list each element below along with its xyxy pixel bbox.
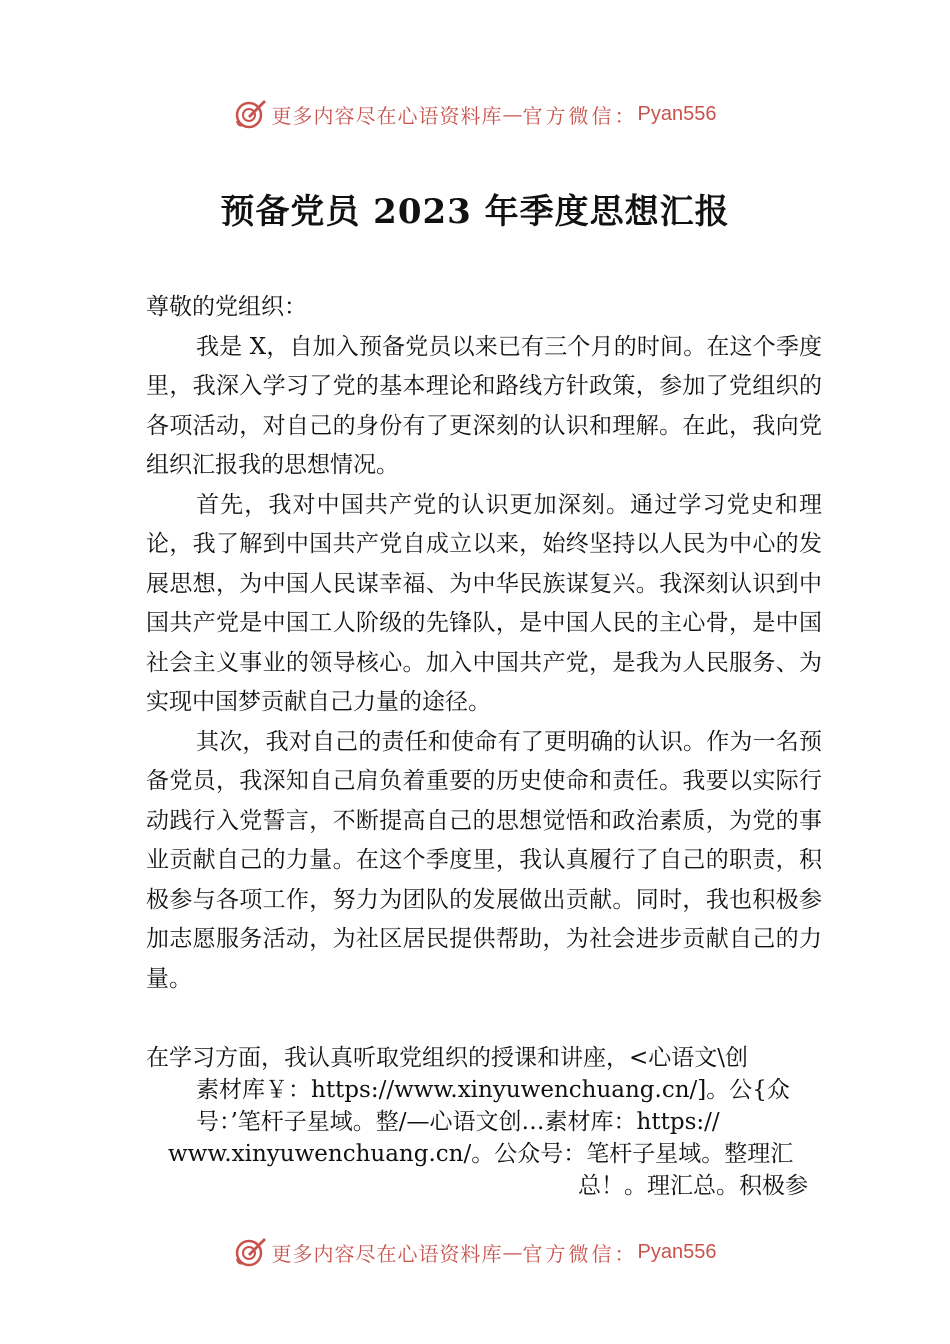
tail-line-5: 总！。理汇总。积极参 — [578, 1173, 808, 1199]
footer-watermark-banner — [0, 1232, 950, 1272]
tail-line-2: 素材库￥：https://www.xinyuwenchuang.cn/]。公{众 — [196, 1077, 790, 1103]
pen-logo-icon — [234, 1235, 268, 1269]
header-watermark-banner — [0, 94, 950, 134]
document-title: 预备党员 2023 年季度思想汇报 — [220, 192, 730, 232]
banner-wechat-label: 官方微信： — [522, 103, 638, 128]
tail-line-1: 在学习方面，我认真听取党组织的授课和讲座，<心语文\创 — [146, 1045, 749, 1071]
banner-wechat-label: 官方微信： — [522, 1241, 638, 1266]
banner-separator: — — [502, 1240, 523, 1264]
tail-text-block — [146, 1042, 822, 1202]
tail-line-4: www.xinyuwenchuang.cn/。公众号：笔杆子星域。整理汇 — [168, 1141, 794, 1167]
banner-separator: — — [502, 102, 523, 126]
paragraph-1: 我是 X，自加入预备党员以来已有三个月的时间。在这个季度里，我深入学习了党的基本理论和路线方针政策，参加了党组织的各项活动，对自己的身份有了更深刻的认识和理解。在此，我向党组织汇报我的思想情况。 — [146, 333, 822, 478]
banner-wechat-id: Pyan556 — [637, 1240, 717, 1263]
banner-wechat-id: Pyan556 — [637, 102, 717, 125]
paragraph-3: 其次，我对自己的责任和使命有了更明确的认识。作为一名预备党员，我深知自己肩负着重要的历史使命和责任。我要以实际行动践行入党誓言，不断提高自己的思想觉悟和政治素质，为党的事业贡献自己的力量。在这个季度里，我认真履行了自己的职责，积极参与各项工作，努力为团队的发展做出贡献。同时，我也积极参加志愿服务活动，为社区居民提供帮助，为社会进步贡献自己的力量。 — [146, 728, 822, 992]
banner-text: 更多内容尽在心语资料库 — [271, 103, 503, 128]
paragraph-2: 首先，我对中国共产党的认识更加深刻。通过学习党史和理论，我了解到中国共产党自成立以来，始终坚持以人民为中心的发展思想，为中国人民谋幸福、为中华民族谋复兴。我深刻认识到中国共产党是中国工人阶级的先锋队，是中国人民的主心骨，是中国社会主义事业的领导核心。加入中国共产党，是我为人民服务、为实现中国梦贡献自己力量的途径。 — [146, 491, 822, 715]
salutation: 尊敬的党组织： — [146, 294, 307, 320]
tail-line-3: 号：’笔杆子星域。整/—心语文创…素材库：https:// — [196, 1109, 720, 1135]
banner-text: 更多内容尽在心语资料库 — [271, 1241, 503, 1266]
document-body — [146, 288, 822, 999]
pen-logo-icon — [234, 97, 268, 131]
